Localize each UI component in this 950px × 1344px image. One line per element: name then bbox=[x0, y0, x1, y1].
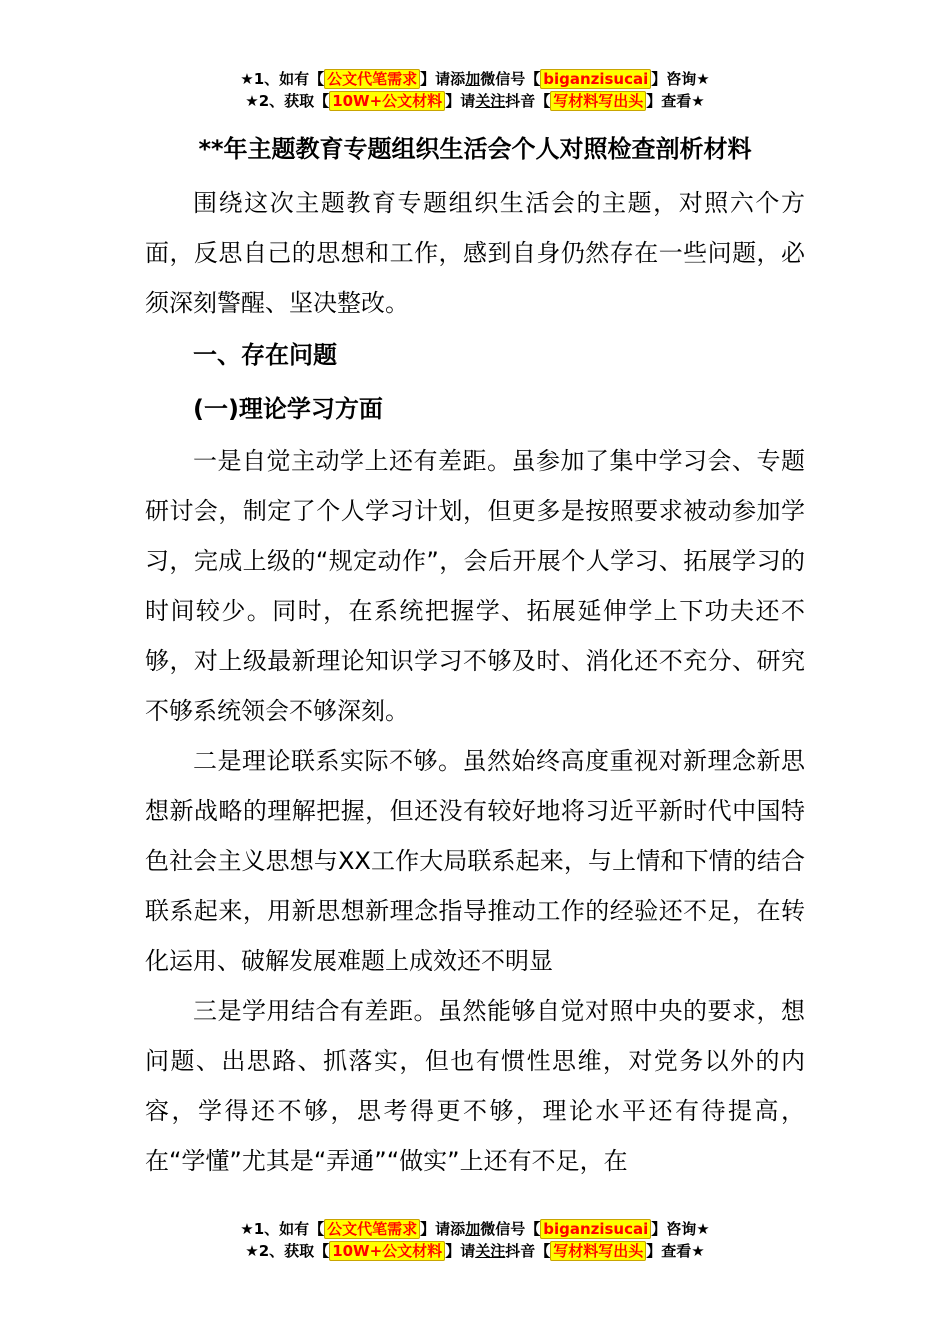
document-title: **年主题教育专题组织生活会个人对照检查剖析材料 bbox=[198, 135, 752, 163]
highlight-wechat-id: biganzisucai bbox=[540, 1219, 651, 1239]
banner-line-1: ★1、如有【 公文代笔需求 】请添加微信号【 biganzisucai 】咨询★ bbox=[240, 1220, 710, 1238]
highlight-ghostwriting: 公文代笔需求 bbox=[324, 69, 420, 89]
highlight-materials: 10W+公文材料 bbox=[329, 91, 445, 111]
highlight-wechat-id: biganzisucai bbox=[540, 69, 651, 89]
intro-paragraph: 围绕这次主题教育专题组织生活会的主题，对照六个方面，反思自己的思想和工作，感到自身仍然存在一些问题，必须深刻警醒、坚决整改。 bbox=[145, 189, 805, 317]
highlight-douyin: 写材料写出头 bbox=[550, 91, 646, 111]
body-paragraph: 二是理论联系实际不够。虽然始终高度重视对新理念新思想新战略的理解把握，但还没有较好地将习近平新时代中国特色社会主义思想与XX工作大局联系起来，与上情和下情的结合联系起来，用新思想新理念指导推动工作的经验还不足，在转化运用、破解发展难题上成效还不明显 bbox=[145, 747, 805, 975]
body-paragraph: 一是自觉主动学上还有差距。虽参加了集中学习会、专题研讨会，制定了个人学习计划，但更多是按照要求被动参加学习，完成上级的“规定动作”，会后开展个人学习、拓展学习的时间较少。同时，在系统把握学、拓展延伸学上下功夫还不够，对上级最新理论知识学习不够及时、消化还不充分、研究不够系统领会不够深刻。 bbox=[145, 447, 805, 725]
document-body bbox=[145, 178, 805, 1186]
header-banner bbox=[0, 68, 950, 112]
body-paragraph: 三是学用结合有差距。虽然能够自觉对照中央的要求，想问题、出思路、抓落实，但也有惯性思维，对党务以外的内容，学得还不够，思考得更不够，理论水平还有待提高，在“学懂”尤其是“弄通”“做实”上还有不足，在 bbox=[145, 997, 805, 1175]
banner-line-2: ★2、获取【 10W+公文材料 】请关注抖音【 写材料写出头 】查看★ bbox=[245, 1242, 705, 1260]
banner-line-2: ★2、获取【 10W+公文材料 】请关注抖音【 写材料写出头 】查看★ bbox=[245, 92, 705, 110]
footer-banner bbox=[0, 1218, 950, 1262]
highlight-ghostwriting: 公文代笔需求 bbox=[324, 1219, 420, 1239]
highlight-materials: 10W+公文材料 bbox=[329, 1241, 445, 1261]
highlight-douyin: 写材料写出头 bbox=[550, 1241, 646, 1261]
section-heading: 一、存在问题 bbox=[193, 341, 337, 369]
subsection-heading: (一)理论学习方面 bbox=[193, 395, 383, 423]
banner-line-1: ★1、如有【 公文代笔需求 】请添加微信号【 biganzisucai 】咨询★ bbox=[240, 70, 710, 88]
